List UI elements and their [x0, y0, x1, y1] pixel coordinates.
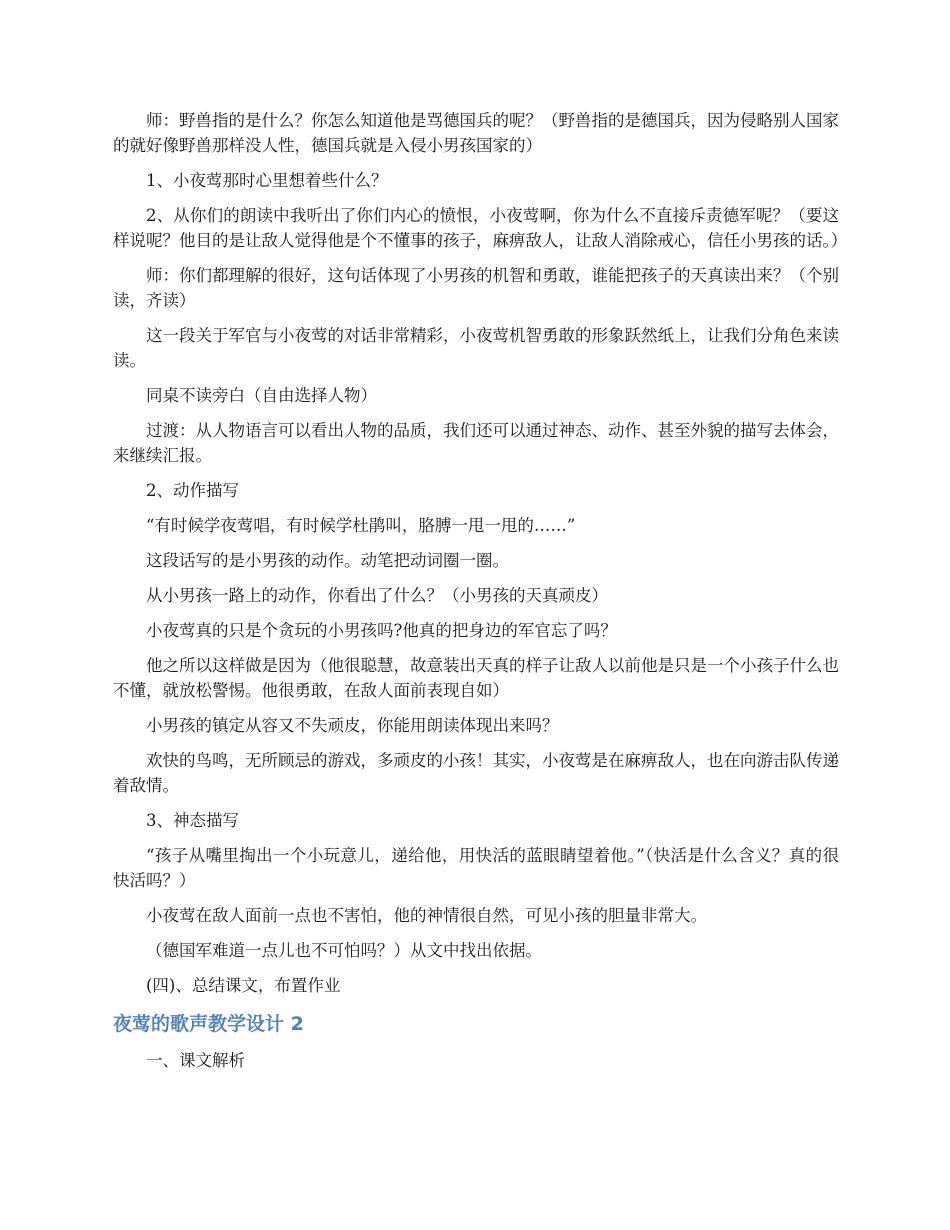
paragraph: 师：野兽指的是什么？你怎么知道他是骂德国兵的呢？（野兽指的是德国兵，因为侵略别人国家的就好像野兽那样没人性，德国兵就是入侵小男孩国家的） — [113, 111, 839, 155]
paragraph: “孩子从嘴里掏出一个小玩意儿，递给他，用快活的蓝眼睛望着他。”（快活是什么含义？真的很快活吗？） — [113, 846, 839, 890]
paragraph: 从小男孩一路上的动作，你看出了什么？（小男孩的天真顽皮） — [146, 586, 608, 605]
paragraph: 小夜莺真的只是个贪玩的小男孩吗?他真的把身边的军官忘了吗？ — [146, 621, 617, 640]
paragraph: 1、小夜莺那时心里想着些什么？ — [146, 171, 388, 190]
paragraph: 小男孩的镇定从容又不失顽皮，你能用朗读体现出来吗？ — [146, 716, 559, 735]
paragraph: “有时候学夜莺唱，有时候学杜鹃叫，胳膊一甩一甩的……” — [146, 516, 576, 535]
document-body — [113, 108, 848, 1083]
paragraph: 一、课文解析 — [146, 1051, 245, 1070]
paragraph: 2、动作描写 — [146, 481, 239, 500]
section-heading: 夜莺的歌声教学设计 2 — [113, 1013, 304, 1035]
paragraph: 同桌不读旁白（自由选择人物） — [146, 386, 377, 405]
paragraph: 3、神态描写 — [146, 811, 239, 830]
paragraph: 师：你们都理解的很好，这句话体现了小男孩的机智和勇敢，谁能把孩子的天真读出来？（个别读，齐读） — [113, 266, 839, 310]
paragraph: 这段话写的是小男孩的动作。动笔把动词圈一圈。 — [146, 551, 509, 570]
paragraph: (四)、总结课文，布置作业 — [146, 976, 341, 995]
paragraph: 这一段关于军官与小夜莺的对话非常精彩，小夜莺机智勇敢的形象跃然纸上，让我们分角色来读读。 — [113, 326, 839, 370]
paragraph: 2、从你们的朗读中我听出了你们内心的愤恨，小夜莺啊，你为什么不直接斥责德军呢？（要这样说呢？他目的是让敌人觉得他是个不懂事的孩子，麻痹敌人，让敌人消除戒心，信任小男孩的话。） — [113, 206, 848, 250]
paragraph: （德国军难道一点儿也不可怕吗？）从文中找出依据。 — [146, 941, 542, 960]
paragraph: 过渡：从人物语言可以看出人物的品质，我们还可以通过神态、动作、甚至外貌的描写去体会，来继续汇报。 — [113, 421, 839, 465]
paragraph: 欢快的鸟鸣，无所顾忌的游戏，多顽皮的小孩！其实，小夜莺是在麻痹敌人，也在向游击队传递着敌情。 — [113, 751, 839, 795]
paragraph: 小夜莺在敌人面前一点也不害怕，他的神情很自然，可见小孩的胆量非常大。 — [146, 906, 707, 925]
paragraph: 他之所以这样做是因为（他很聪慧，故意装出天真的样子让敌人以前他是只是一个小孩子什么也不懂，就放松警惕。他很勇敢，在敌人面前表现自如） — [113, 656, 839, 700]
